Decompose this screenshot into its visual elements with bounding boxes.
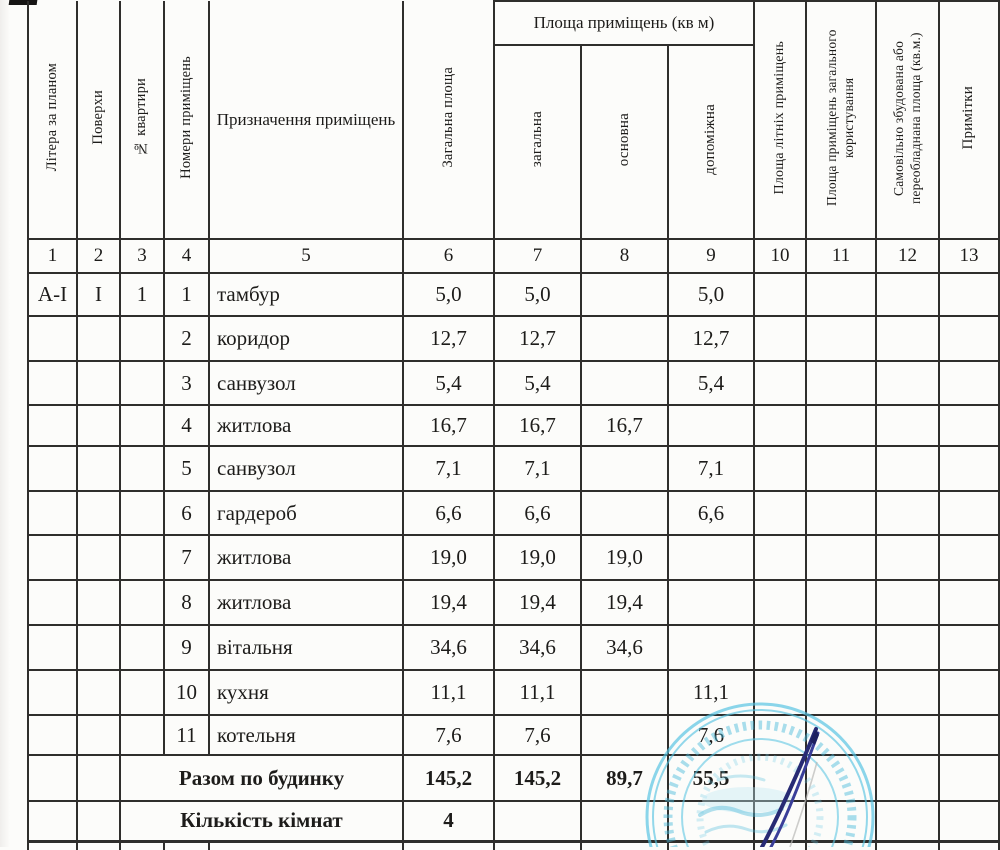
cell-empty (754, 580, 806, 625)
cell-total: 19,0 (403, 535, 494, 580)
table-row (28, 670, 999, 715)
table-row (28, 535, 999, 580)
cell-empty (403, 841, 494, 850)
cell-general: 19,0 (494, 535, 581, 580)
cell-empty (806, 625, 876, 670)
cell-empty (28, 361, 77, 405)
cell-main: 19,4 (581, 580, 668, 625)
cell-empty (754, 715, 806, 755)
cell-empty (28, 841, 77, 850)
cell-empty (581, 801, 668, 841)
cell-empty (77, 801, 120, 841)
cell-empty (120, 625, 164, 670)
cell-empty (668, 841, 754, 850)
cell-empty (939, 491, 999, 535)
cell-main (581, 361, 668, 405)
cell-room-name: коридор (209, 316, 403, 361)
header-apt-no (120, 1, 164, 239)
cell-empty (77, 491, 120, 535)
cell-empty (806, 361, 876, 405)
cell-empty (806, 446, 876, 491)
cut-off-row (28, 841, 999, 850)
cell-empty (754, 316, 806, 361)
cell-empty (754, 446, 806, 491)
cell-empty (876, 316, 939, 361)
cell-empty (939, 316, 999, 361)
cell-empty (77, 580, 120, 625)
cell-room-name: санвузол (209, 446, 403, 491)
cell-main (581, 446, 668, 491)
cell-empty (806, 670, 876, 715)
cell-empty (77, 625, 120, 670)
column-numbering-row (28, 239, 999, 273)
cell-empty (120, 715, 164, 755)
cell-aux (668, 580, 754, 625)
cell-aux: 7,6 (668, 715, 754, 755)
cell-empty (77, 670, 120, 715)
cell-empty (876, 841, 939, 850)
cell-empty (806, 491, 876, 535)
cell-empty (28, 625, 77, 670)
table-row (28, 446, 999, 491)
cell-empty (120, 841, 164, 850)
cell-empty (28, 755, 77, 801)
cell-empty (754, 755, 806, 801)
cell-room-name: гардероб (209, 491, 403, 535)
header-sub-main-label: основна (615, 112, 632, 167)
cell-empty (806, 535, 876, 580)
cell-empty (876, 361, 939, 405)
header-notes (939, 1, 999, 239)
header-sub-general (494, 45, 581, 239)
cell-empty (876, 755, 939, 801)
cell-total: 11,1 (403, 670, 494, 715)
totals-general: 145,2 (494, 755, 581, 801)
cell-empty (754, 670, 806, 715)
cell-total: 12,7 (403, 316, 494, 361)
header-unauthorized-label: Самовільно збудована або переобладнана площа (кв.м.) (890, 31, 923, 204)
cell-empty (806, 316, 876, 361)
cell-empty (77, 715, 120, 755)
cell-aux: 5,0 (668, 273, 754, 316)
cell-empty (120, 446, 164, 491)
cell-room-name: житлова (209, 405, 403, 446)
cell-empty (754, 491, 806, 535)
col-number: 10 (754, 239, 806, 273)
cell-empty (28, 316, 77, 361)
cell-empty (876, 405, 939, 446)
col-number: 4 (164, 239, 209, 273)
header-floors-label: Поверхи (89, 89, 106, 145)
cell-empty (876, 715, 939, 755)
cell-main (581, 715, 668, 755)
col-number: 11 (806, 239, 876, 273)
cell-empty (77, 841, 120, 850)
cell-empty (28, 801, 77, 841)
cell-empty (876, 535, 939, 580)
col-number: 13 (939, 239, 999, 273)
cell-room-num: 1 (164, 273, 209, 316)
cell-empty (876, 670, 939, 715)
header-purpose: Призначення приміщень (209, 1, 403, 239)
header-unauthorized (876, 1, 939, 239)
cell-room-num: 5 (164, 446, 209, 491)
cell-empty (939, 405, 999, 446)
cell-empty (876, 801, 939, 841)
totals-aux: 55,5 (668, 755, 754, 801)
cell-floor: І (77, 273, 120, 316)
header-room-nos-label: Номери приміщень (177, 55, 194, 179)
cell-room-name: санвузол (209, 361, 403, 405)
cell-main (581, 670, 668, 715)
header-litera (28, 1, 77, 239)
cell-empty (28, 580, 77, 625)
cell-general: 19,4 (494, 580, 581, 625)
cell-empty (754, 841, 806, 850)
cell-empty (939, 361, 999, 405)
cell-general: 16,7 (494, 405, 581, 446)
cell-general: 5,0 (494, 273, 581, 316)
col-number: 9 (668, 239, 754, 273)
cell-empty (77, 405, 120, 446)
cell-total: 6,6 (403, 491, 494, 535)
cell-room-name: житлова (209, 535, 403, 580)
cell-aux (668, 405, 754, 446)
cell-empty (120, 535, 164, 580)
cell-empty (120, 580, 164, 625)
cell-general: 34,6 (494, 625, 581, 670)
header-sub-general-label: загальна (528, 111, 545, 168)
cell-room-num: 3 (164, 361, 209, 405)
table-row (28, 361, 999, 405)
cell-empty (28, 670, 77, 715)
cell-empty (494, 841, 581, 850)
col-number: 1 (28, 239, 77, 273)
cell-empty (668, 801, 754, 841)
cell-apt: 1 (120, 273, 164, 316)
cell-empty (806, 580, 876, 625)
cell-room-name: житлова (209, 580, 403, 625)
totals-row (28, 755, 999, 801)
cell-empty (806, 273, 876, 316)
cell-empty (754, 535, 806, 580)
col-number: 8 (581, 239, 668, 273)
cell-general: 11,1 (494, 670, 581, 715)
cell-empty (209, 841, 403, 850)
col-number: 3 (120, 239, 164, 273)
header-room-nos (164, 1, 209, 239)
cell-empty (806, 801, 876, 841)
header-common-use (806, 1, 876, 239)
cell-total: 19,4 (403, 580, 494, 625)
cell-total: 34,6 (403, 625, 494, 670)
cell-empty (806, 841, 876, 850)
cell-aux (668, 535, 754, 580)
cell-empty (28, 715, 77, 755)
cell-empty (876, 491, 939, 535)
cell-main (581, 491, 668, 535)
header-area-group: Площа приміщень (кв м) (494, 1, 754, 45)
table-row (28, 625, 999, 670)
room-count-row (28, 801, 999, 841)
cell-empty (939, 841, 999, 850)
cell-room-name: вітальня (209, 625, 403, 670)
cell-empty (754, 273, 806, 316)
cell-aux: 6,6 (668, 491, 754, 535)
cell-empty (77, 535, 120, 580)
cell-total: 5,4 (403, 361, 494, 405)
cell-general: 12,7 (494, 316, 581, 361)
cell-empty (876, 446, 939, 491)
header-total-area (403, 1, 494, 239)
cell-empty (754, 625, 806, 670)
cell-total: 7,1 (403, 446, 494, 491)
header-floors (77, 1, 120, 239)
col-number: 5 (209, 239, 403, 273)
cell-empty (120, 491, 164, 535)
cell-empty (28, 446, 77, 491)
cell-empty (77, 446, 120, 491)
cell-room-num: 10 (164, 670, 209, 715)
cell-main: 34,6 (581, 625, 668, 670)
cell-empty (164, 841, 209, 850)
cell-total: 7,6 (403, 715, 494, 755)
cell-empty (28, 491, 77, 535)
cell-empty (28, 405, 77, 446)
cell-empty (806, 405, 876, 446)
cell-empty (581, 841, 668, 850)
cell-empty (754, 361, 806, 405)
header-apt-no-label: № квартири (133, 78, 150, 156)
cell-empty (754, 405, 806, 446)
cell-room-num: 11 (164, 715, 209, 755)
cell-empty (939, 535, 999, 580)
cell-empty (494, 801, 581, 841)
header-common-use-label: Площа приміщень загального користування (824, 29, 857, 206)
cell-empty (939, 446, 999, 491)
cell-aux (668, 625, 754, 670)
cell-main: 19,0 (581, 535, 668, 580)
cell-empty (806, 715, 876, 755)
table-row (28, 273, 999, 316)
totals-label: Разом по будинку (120, 755, 403, 801)
cell-empty (28, 535, 77, 580)
table-row (28, 491, 999, 535)
cell-main: 16,7 (581, 405, 668, 446)
cell-empty (120, 405, 164, 446)
cell-empty (77, 755, 120, 801)
cell-main (581, 316, 668, 361)
col-number: 7 (494, 239, 581, 273)
cell-empty (120, 670, 164, 715)
cell-empty (939, 670, 999, 715)
cell-total: 5,0 (403, 273, 494, 316)
cell-general: 6,6 (494, 491, 581, 535)
room-count-label: Кількість кімнат (120, 801, 403, 841)
header-litera-label: Літера за планом (43, 62, 60, 172)
cell-empty (939, 273, 999, 316)
cell-empty (939, 715, 999, 755)
cell-room-name: тамбур (209, 273, 403, 316)
totals-main: 89,7 (581, 755, 668, 801)
table-row (28, 316, 999, 361)
cell-room-name: котельня (209, 715, 403, 755)
table-row (28, 715, 999, 755)
cell-general: 7,1 (494, 446, 581, 491)
cell-total: 16,7 (403, 405, 494, 446)
cell-empty (120, 361, 164, 405)
header-total-area-label: Загальна площа (439, 66, 456, 168)
totals-total: 145,2 (403, 755, 494, 801)
header-summer (754, 1, 806, 239)
cell-empty (939, 580, 999, 625)
cell-room-num: 9 (164, 625, 209, 670)
cell-aux: 11,1 (668, 670, 754, 715)
header-summer-label: Площа літніх приміщень (771, 40, 787, 195)
table-row (28, 580, 999, 625)
col-number: 2 (77, 239, 120, 273)
cell-empty (876, 580, 939, 625)
cell-empty (806, 755, 876, 801)
col-number: 6 (403, 239, 494, 273)
cell-general: 7,6 (494, 715, 581, 755)
header-sub-aux (668, 45, 754, 239)
cell-aux: 12,7 (668, 316, 754, 361)
cell-general: 5,4 (494, 361, 581, 405)
cell-empty (939, 755, 999, 801)
cell-room-name: кухня (209, 670, 403, 715)
cell-empty (939, 625, 999, 670)
cell-main (581, 273, 668, 316)
cell-room-num: 8 (164, 580, 209, 625)
floor-area-table (27, 0, 1000, 850)
table-row (28, 405, 999, 446)
cell-empty (77, 316, 120, 361)
header-sub-aux-label: допоміжна (702, 104, 719, 175)
cell-empty (754, 801, 806, 841)
cell-empty (939, 801, 999, 841)
cell-empty (876, 625, 939, 670)
header-sub-main (581, 45, 668, 239)
cell-room-num: 7 (164, 535, 209, 580)
cell-room-num: 4 (164, 405, 209, 446)
col-number: 12 (876, 239, 939, 273)
cell-aux: 5,4 (668, 361, 754, 405)
cell-empty (77, 361, 120, 405)
cell-empty (876, 273, 939, 316)
room-count-value: 4 (403, 801, 494, 841)
header-notes-label: Примітки (960, 85, 977, 150)
cell-empty (120, 316, 164, 361)
cell-room-num: 6 (164, 491, 209, 535)
cell-litera: А-І (28, 273, 77, 316)
cell-room-num: 2 (164, 316, 209, 361)
cell-aux: 7,1 (668, 446, 754, 491)
